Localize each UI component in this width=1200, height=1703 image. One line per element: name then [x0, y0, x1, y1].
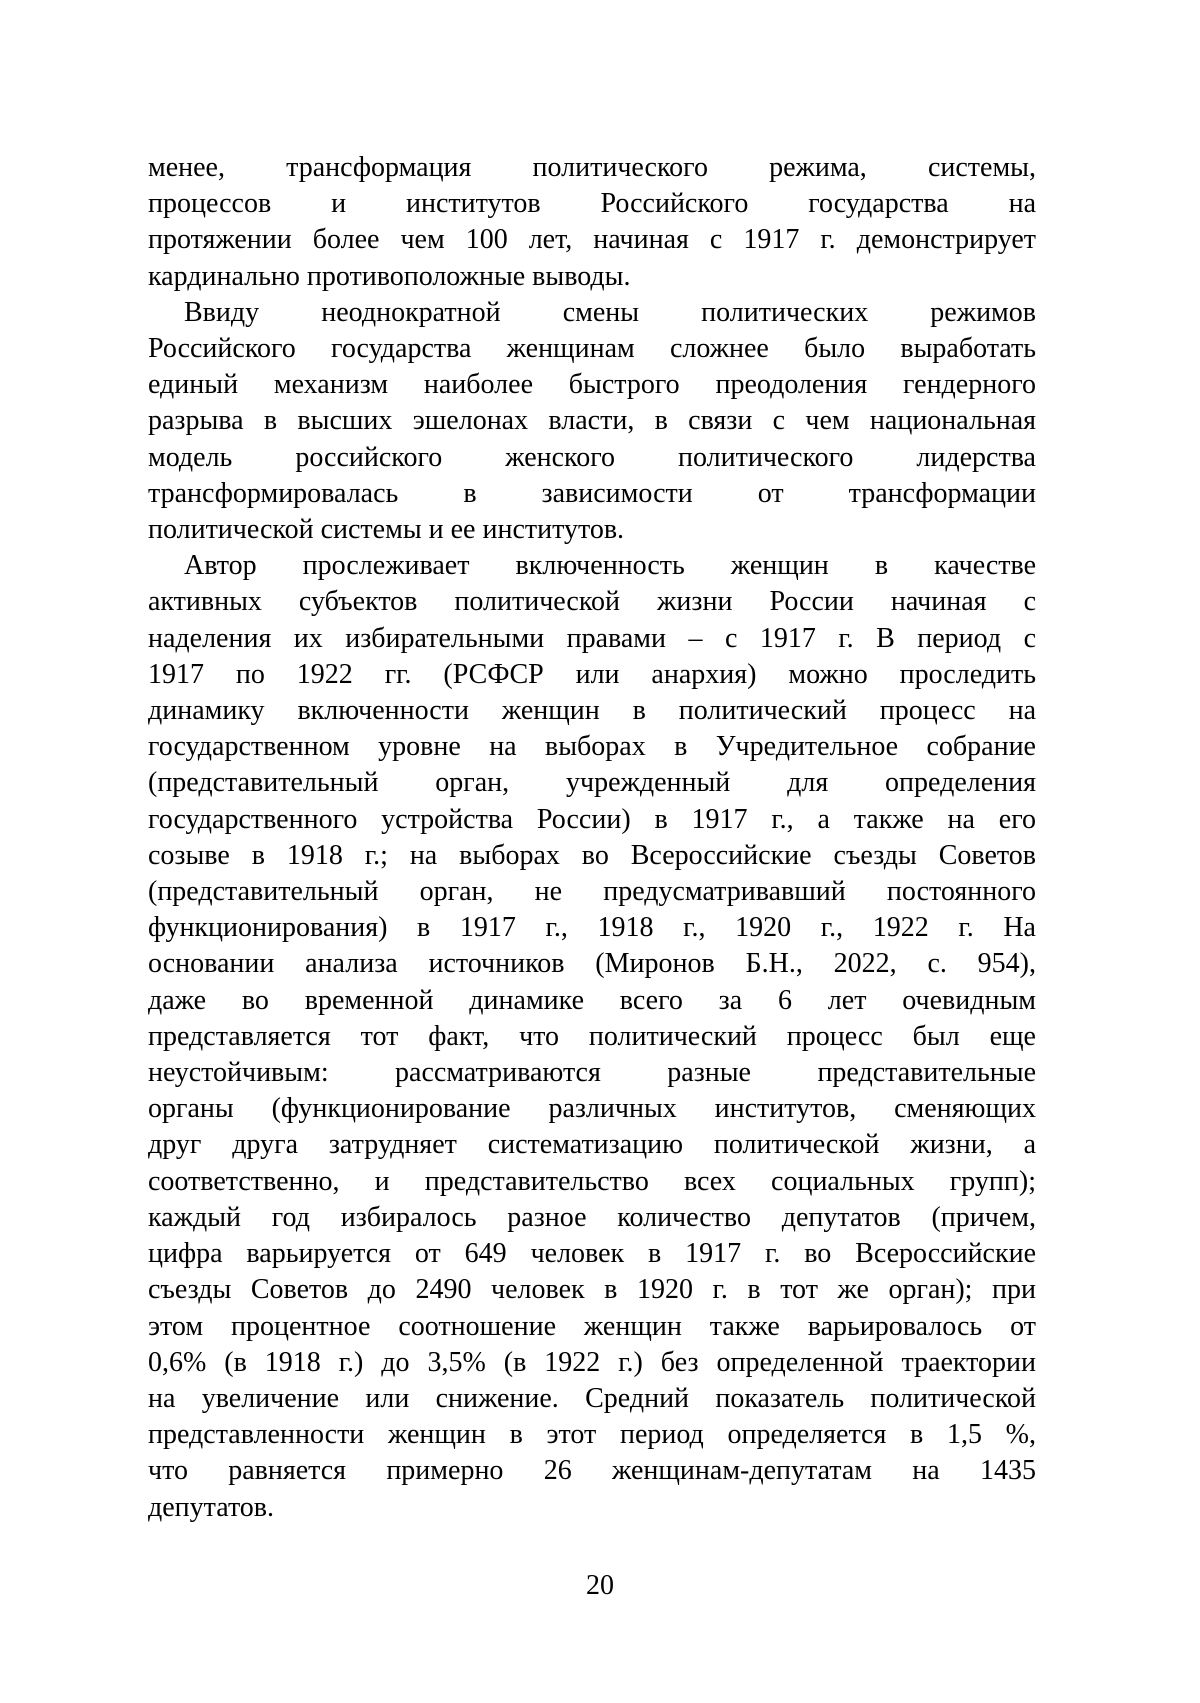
text-line: 1917 по 1922 гг. (РСФСР или анархия) можно проследить — [148, 658, 1036, 690]
text-line: Ввиду неоднократной смены политических режимов — [184, 296, 1036, 328]
text-line: наделения их избирательными правами – с 1917 г. В период с — [148, 622, 1036, 654]
text-line: представленности женщин в этот период определяется в 1,5 %, — [148, 1419, 1036, 1451]
text-line: этом процентное соотношение женщин также варьировалось от — [148, 1310, 1036, 1342]
text-line: каждый год избиралось разное количество депутатов (причем, — [148, 1201, 1036, 1233]
page-number: 20 — [586, 1570, 614, 1601]
text-line: что равняется примерно 26 женщинам-депутатам на 1435 — [148, 1455, 1036, 1487]
text-line: динамику включенности женщин в политический процесс на — [148, 695, 1036, 727]
text-line: Российского государства женщинам сложнее было выработать — [148, 333, 1036, 365]
text-line: неустойчивым: рассматриваются разные представительные — [148, 1057, 1036, 1089]
text-line: протяжении более чем 100 лет, начиная с 1917 г. демонстрирует — [148, 224, 1036, 256]
text-line: друг друга затрудняет систематизацию политической жизни, а — [148, 1129, 1036, 1161]
paragraph — [148, 150, 1036, 295]
text-line: процессов и институтов Российского государства на — [148, 188, 1036, 220]
text-line: политической системы и ее институтов. — [148, 514, 625, 546]
text-line: представляется тот факт, что политический процесс был еще — [148, 1020, 1036, 1052]
text-line: (представительный орган, учрежденный для определения — [148, 767, 1036, 799]
text-line: съезды Советов до 2490 человек в 1920 г. в тот же орган); при — [148, 1274, 1036, 1306]
text-line: органы (функционирование различных институтов, сменяющих — [148, 1093, 1036, 1125]
text-line: основании анализа источников (Миронов Б.Н., 2022, с. 954), — [148, 948, 1036, 980]
body-text — [148, 150, 1036, 1526]
page-footer — [0, 1568, 1200, 1604]
text-line: единый механизм наиболее быстрого преодоления гендерного — [148, 369, 1036, 401]
paragraph — [148, 295, 1036, 548]
text-line: активных субъектов политической жизни России начиная с — [148, 586, 1036, 618]
text-line: созыве в 1918 г.; на выборах во Всероссийские съезды Советов — [148, 839, 1036, 871]
text-line: разрыва в высших эшелонах власти, в связи с чем национальная — [148, 405, 1036, 437]
text-line: на увеличение или снижение. Средний показатель политической — [148, 1382, 1036, 1414]
text-line: соответственно, и представительство всех социальных групп); — [148, 1165, 1036, 1197]
text-line: функционирования) в 1917 г., 1918 г., 1920 г., 1922 г. На — [148, 912, 1036, 944]
text-line: государственном уровне на выборах в Учредительное собрание — [148, 731, 1036, 763]
text-line: государственного устройства России) в 1917 г., а также на его — [148, 803, 1036, 835]
text-line: менее, трансформация политического режима, системы, — [148, 152, 1036, 183]
text-line: (представительный орган, не предусматривавший постоянного — [148, 876, 1036, 908]
text-line: Автор прослеживает включенность женщин в качестве — [184, 550, 1036, 582]
text-line: даже во временной динамике всего за 6 лет очевидным — [148, 984, 1036, 1016]
text-line: цифра варьируется от 649 человек в 1917 г. во Всероссийские — [148, 1238, 1036, 1270]
paragraph — [148, 548, 1036, 1525]
text-line: кардинально противоположные выводы. — [148, 260, 631, 292]
text-line: 0,6% (в 1918 г.) до 3,5% (в 1922 г.) без определенной траектории — [148, 1346, 1036, 1378]
text-line: модель российского женского политического лидерства — [148, 441, 1036, 473]
text-line: депутатов. — [148, 1491, 275, 1523]
text-line: трансформировалась в зависимости от трансформации — [148, 477, 1036, 509]
